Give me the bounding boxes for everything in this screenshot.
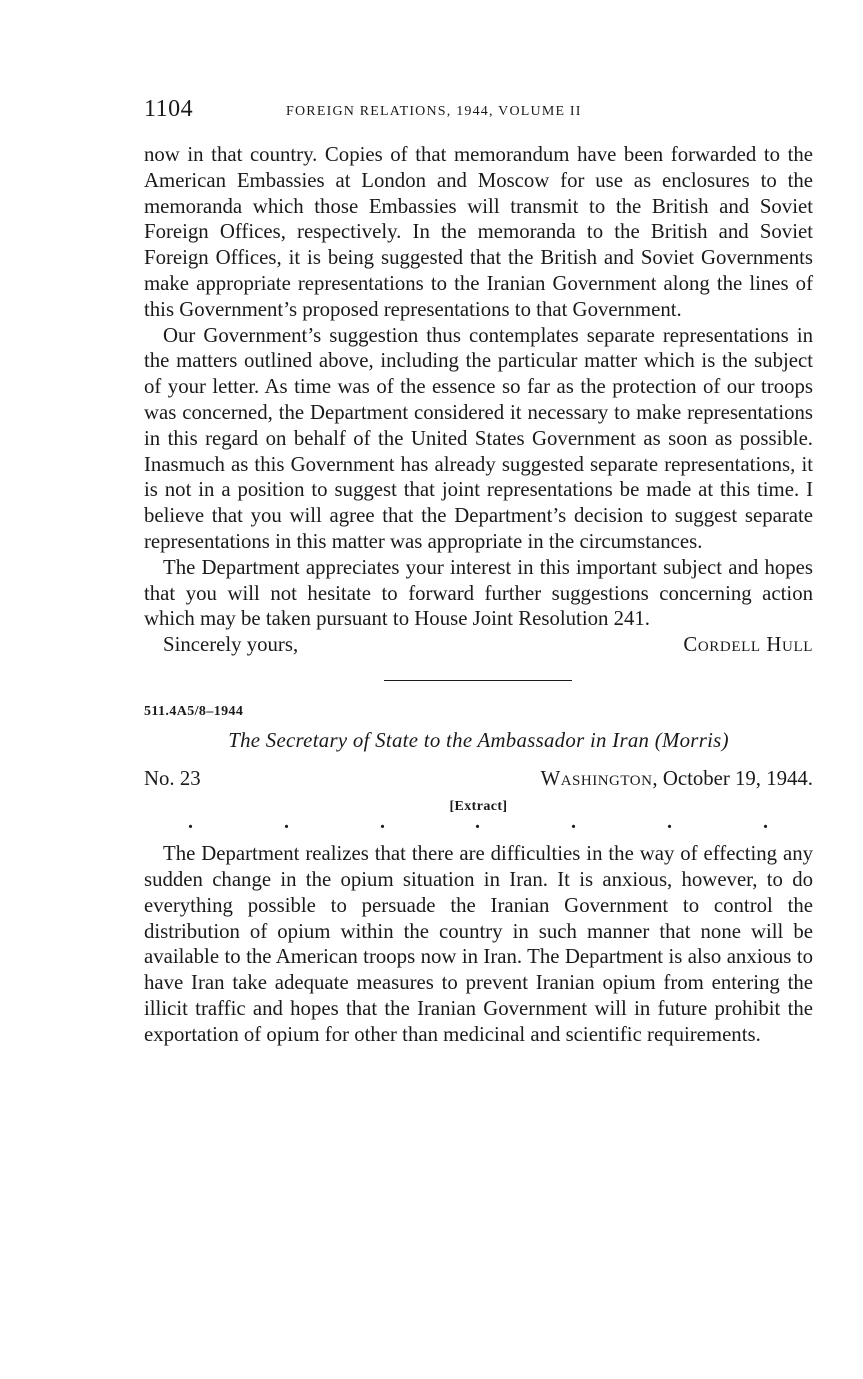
ellipsis-row — [144, 811, 813, 834]
document-title: The Secretary of State to the Ambassador in Iran (Morris) — [228, 729, 729, 753]
dateline — [144, 767, 813, 795]
letter-paragraph-1: now in that country. Copies of that memorandum have been forwarded to the American Embassies at London and Moscow for use as enclosures to the memoranda which those Embassies will transmit to the British and Soviet Foreign Offices, respectively. In the memoranda to the British and Soviet Foreign Offices, it is being suggested that the British and Soviet Governments make appropriate representations to the Iranian Government along the lines of this Government’s proposed representations to that Government. — [144, 143, 813, 321]
place-and-date — [541, 767, 813, 791]
letter-paragraph-3: The Department appreciates your interest in this important subject and hopes that you will not hesitate to forward further suggestions concerning action which may be taken pursuant to House Joint Resolution 241. — [144, 555, 813, 631]
running-head: FOREIGN RELATIONS, 1944, VOLUME II — [286, 104, 582, 119]
salutation: Sincerely yours, — [163, 633, 299, 657]
document-number: No. 23 — [144, 767, 201, 791]
page-number: 1104 — [144, 96, 194, 122]
ellipsis-dot: . — [763, 811, 768, 834]
ellipsis-dot: . — [571, 811, 576, 834]
letter-closing — [144, 632, 813, 660]
ellipsis-dot: . — [475, 811, 480, 834]
ellipsis-dot: . — [188, 811, 193, 834]
extract-paragraph: The Department realizes that there are difficulties in the way of effecting any sudden change in the opium situation in Iran. It is anxious, however, to do everything possible to persuade the Iranian Government to control the distribution of opium within the country in such manner that none will be available to the American troops now in Iran. The Department is also anxious to have Iran take adequate measures to prevent Iranian opium from entering the illicit traffic and hopes that the Iranian Government will in future prohibit the exportation of opium for other than medicinal and scientific requirements. — [144, 842, 813, 1046]
ellipsis-dot: . — [380, 811, 385, 834]
place: Washington — [540, 767, 653, 791]
ellipsis-dot: . — [667, 811, 672, 834]
file-number: 511.4A5/8–1944 — [144, 704, 244, 720]
document-page — [144, 96, 813, 1048]
section-divider — [384, 680, 572, 681]
page-header — [144, 96, 813, 130]
letter-paragraph-2: Our Government’s suggestion thus contemplates separate representations in the matters outlined above, including the particular matter which is the subject of your letter. As time was of the essence so far as the protection of our troops was concerned, the Department considered it necessary to make representations in this regard on behalf of the United States Government as soon as possible. Inasmuch as this Government has already suggested separate representations, it is not in a position to suggest that joint representations be made at this time. I believe that you will agree that the Department’s decision to suggest separate representations in this matter was appropriate in the circumstances. — [144, 323, 813, 553]
extract-label: [Extract] — [449, 799, 508, 815]
date: , October 19, 1944. — [652, 767, 813, 791]
ellipsis-dot: . — [284, 811, 289, 834]
signature: Cordell Hull — [683, 633, 813, 657]
